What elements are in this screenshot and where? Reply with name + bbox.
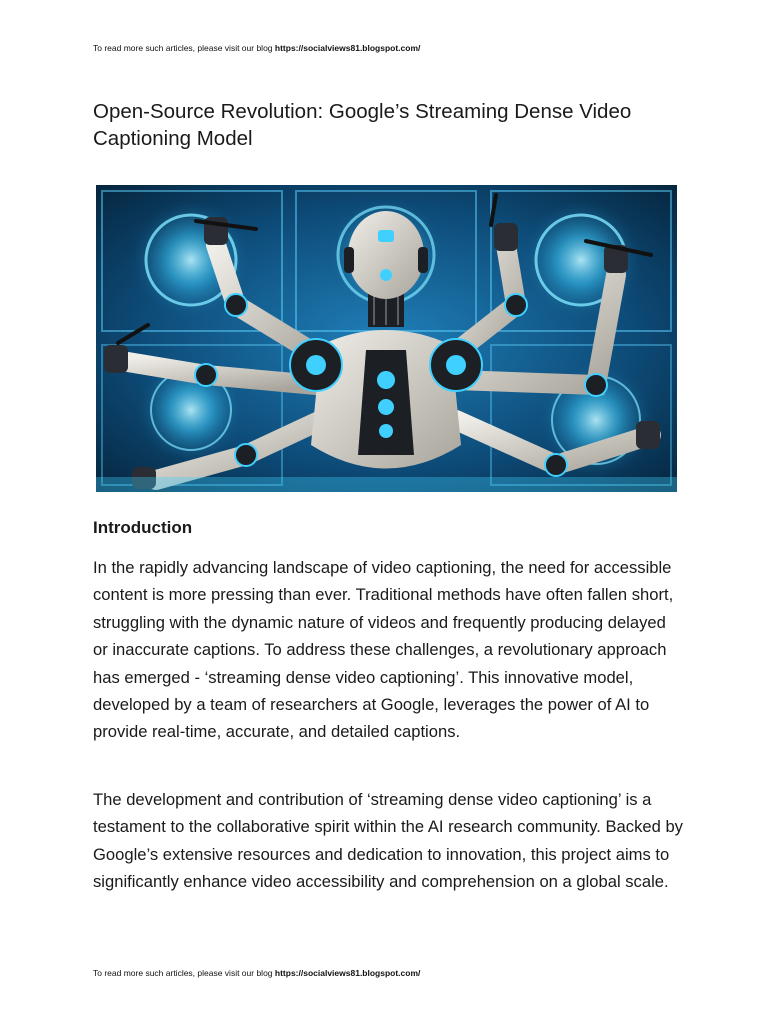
- intro-paragraph-2: The development and contribution of ‘streaming dense video captioning’ is a testament to the collaborative spirit within the AI research community. Backed by Google’s extensive resources and dedication to innovation, this project aims to significantly enhance video accessibility and comprehension on a global scale.: [93, 790, 683, 892]
- hero-image: [96, 185, 677, 492]
- footer-blog-link[interactable]: https://socialviews81.blogspot.com/: [274, 968, 421, 978]
- footer-blog-text: To read more such articles, please visit our blog: [93, 968, 275, 978]
- header-blog-link[interactable]: https://socialviews81.blogspot.com/: [274, 43, 421, 53]
- intro-paragraph-1: In the rapidly advancing landscape of video captioning, the need for accessible content is more pressing than ever. Traditional methods have often fallen short, struggling with the dynamic nature of videos and frequently producing delayed or inaccurate captions. To address these challenges, a revolutionary approach has emerged - ‘streaming dense video captioning’. This innovative model, developed by a team of researchers at Google, leverages the power of AI to provide real-time, accurate, and detailed captions.: [93, 558, 674, 742]
- header-blog-text: To read more such articles, please visit our blog: [93, 43, 275, 53]
- robot-illustration-icon: [96, 185, 677, 492]
- intro-heading: Introduction: [93, 518, 193, 537]
- article-title: Open-Source Revolution: Google’s Streaming Dense Video Captioning Model: [93, 100, 632, 150]
- header-blog-note: [93, 43, 420, 53]
- footer-blog-note: [93, 968, 420, 978]
